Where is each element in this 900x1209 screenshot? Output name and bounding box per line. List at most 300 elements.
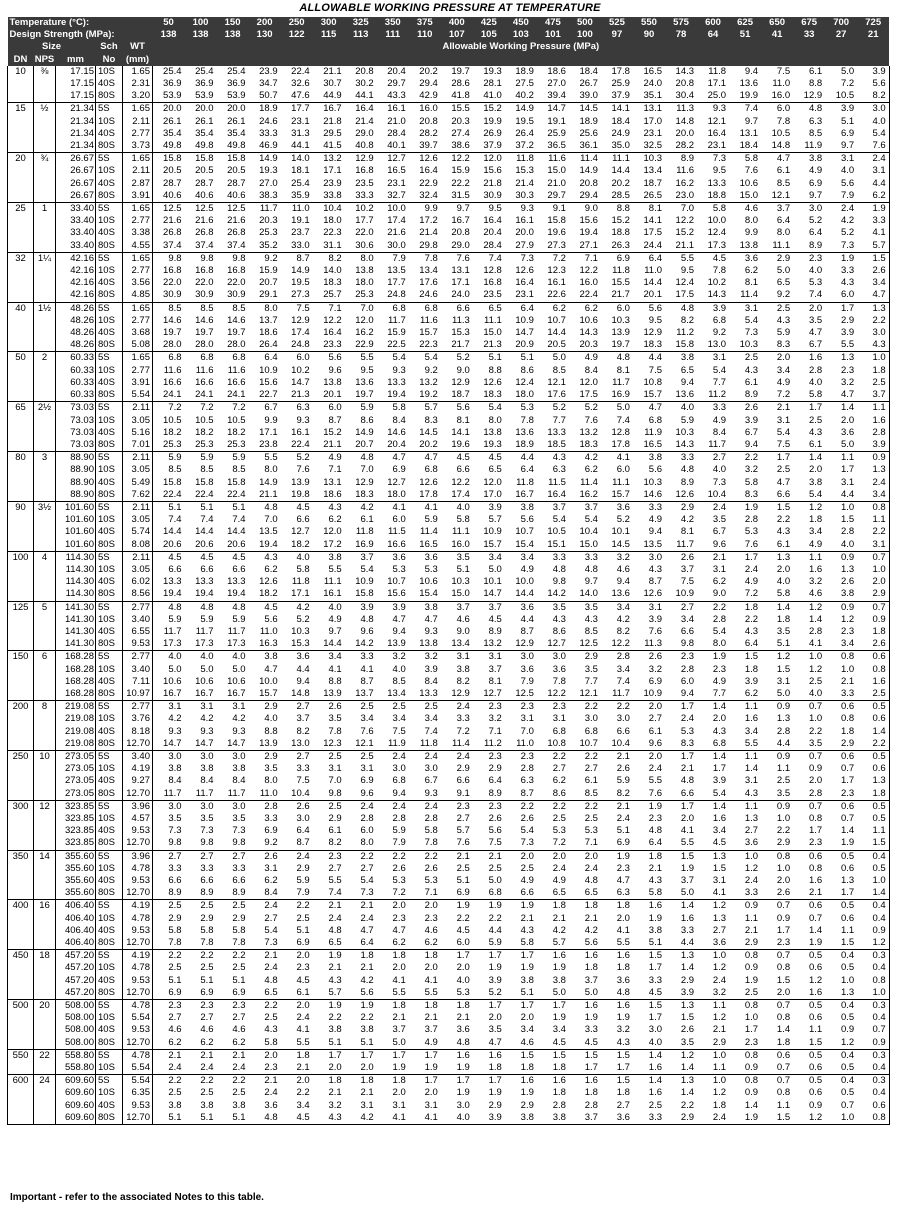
pressure-cell: 0.8 xyxy=(840,713,855,725)
schedule-cell: 40S xyxy=(96,676,123,688)
pressure-cell: 2.6 xyxy=(680,551,695,563)
pressure-cell: 5.3 xyxy=(424,875,438,887)
pressure-cell: 1.6 xyxy=(584,1000,598,1012)
pressure-cell: 2.5 xyxy=(857,688,889,701)
wall-thickness-cell: 2.11 xyxy=(123,501,153,514)
pressure-cell: 4.6 xyxy=(744,203,759,215)
od-cell: 60.33 xyxy=(70,352,94,364)
pressure-cell: 18.6 xyxy=(259,327,278,339)
pressure-cell: 20.7 xyxy=(259,277,278,289)
schedule-cell: 10S xyxy=(96,514,123,526)
pressure-cell: 1.9 xyxy=(793,937,825,950)
pressure-cell: 1.7 xyxy=(744,1024,759,1036)
pressure-cell: 19.3 xyxy=(259,165,278,177)
dn-cell: 250 xyxy=(8,750,34,800)
pressure-cell: 1.8 xyxy=(360,1075,374,1087)
strength-cell: 107 xyxy=(441,29,473,41)
pressure-cell: 2.9 xyxy=(168,912,182,924)
pressure-cell: 3.5 xyxy=(584,601,598,613)
pressure-cell: 3.1 xyxy=(552,713,566,725)
pressure-cell: 4.2 xyxy=(616,613,630,625)
pressure-cell: 23.1 xyxy=(291,115,310,127)
pressure-cell: 38.6 xyxy=(441,140,473,153)
pressure-cell: 16.9 xyxy=(345,539,377,552)
pressure-cell: 22.4 xyxy=(185,489,217,502)
pressure-cell: 13.0 xyxy=(697,339,729,352)
pressure-cell: 1.9 xyxy=(377,1062,409,1075)
pressure-cell: 1.0 xyxy=(825,1112,857,1125)
nps-cell: 6 xyxy=(34,651,56,701)
pressure-cell: 1.1 xyxy=(857,402,889,415)
pressure-cell: 3.8 xyxy=(520,501,534,513)
pressure-cell: 1.4 xyxy=(712,800,727,812)
pressure-cell: 9.3 xyxy=(409,788,441,801)
pressure-cell: 15.7 xyxy=(601,489,633,502)
pressure-cell: 10.4 xyxy=(579,526,598,538)
pressure-cell: 3.9 xyxy=(744,675,759,687)
od-cell: 73.03 xyxy=(70,426,94,438)
dn-cell: 550 xyxy=(8,1049,34,1074)
pressure-cell: 36.1 xyxy=(569,140,601,153)
pressure-cell: 2.0 xyxy=(840,414,855,426)
pressure-cell: 1.9 xyxy=(648,912,662,924)
pressure-cell: 3.0 xyxy=(168,750,182,762)
pressure-cell: 11.7 xyxy=(387,314,406,326)
pressure-cell: 25.4 xyxy=(163,65,182,77)
pressure-cell: 7.4 xyxy=(488,252,502,264)
pressure-cell: 2.1 xyxy=(712,551,727,563)
pressure-cell: 25.4 xyxy=(227,65,246,77)
pressure-cell: 4.0 xyxy=(633,1037,665,1050)
table-row xyxy=(8,651,890,664)
pressure-cell: 5.3 xyxy=(441,987,473,1000)
pressure-cell: 2.1 xyxy=(392,1012,406,1024)
pressure-cell: 3.4 xyxy=(857,489,889,502)
pressure-cell: 6.6 xyxy=(168,563,182,575)
pressure-cell: 4.8 xyxy=(552,563,566,575)
pressure-cell: 15.6 xyxy=(259,376,278,388)
pressure-cell: 29.1 xyxy=(249,289,281,302)
pressure-cell: 17.1 xyxy=(451,277,470,289)
pressure-cell: 19.7 xyxy=(163,327,182,339)
pressure-cell: 1.6 xyxy=(552,950,566,962)
pressure-cell: 25.3 xyxy=(259,227,278,239)
pressure-cell: 4.1 xyxy=(392,974,406,986)
pressure-cell: 10.9 xyxy=(355,576,374,588)
pressure-cell: 2.5 xyxy=(488,862,502,874)
pressure-cell: 3.8 xyxy=(168,1099,182,1111)
pressure-cell: 0.6 xyxy=(840,800,855,812)
pressure-cell: 3.1 xyxy=(712,352,727,364)
wall-thickness-cell: 2.77 xyxy=(123,651,153,664)
pressure-cell: 1.6 xyxy=(456,1049,470,1061)
temperature-cell: 300 xyxy=(313,17,345,29)
pressure-cell: 5.5 xyxy=(328,875,342,887)
pressure-cell: 5.1 xyxy=(232,974,246,986)
pressure-cell: 4.1 xyxy=(392,501,406,513)
pressure-cell: 3.6 xyxy=(264,1099,278,1111)
pressure-cell: 2.7 xyxy=(200,850,214,862)
pressure-cell: 12.2 xyxy=(601,638,633,651)
wall-thickness-cell: 1.65 xyxy=(123,203,153,216)
pressure-cell: 4.0 xyxy=(857,116,889,128)
pressure-cell: 16.9 xyxy=(601,389,633,402)
pressure-cell: 16.8 xyxy=(227,265,246,277)
pressure-cell: 0.8 xyxy=(776,1087,791,1099)
od-cell: 42.16 xyxy=(70,265,94,277)
temperature-cell: 650 xyxy=(761,17,793,29)
pressure-cell: 4.8 xyxy=(808,103,823,115)
pressure-cell: 6.4 xyxy=(808,227,823,239)
pressure-cell: 5.8 xyxy=(505,937,537,950)
nps-cell: 18 xyxy=(34,950,56,1000)
pressure-cell: 24.6 xyxy=(409,289,441,302)
pressure-cell: 6.8 xyxy=(232,352,246,364)
pressure-cell: 0.6 xyxy=(857,763,889,775)
pressure-cell: 2.1 xyxy=(264,950,278,962)
pressure-cell: 1.4 xyxy=(712,701,727,713)
pressure-cell: 6.9 xyxy=(153,987,185,1000)
pressure-cell: 17.3 xyxy=(217,638,249,651)
pressure-cell: 1.9 xyxy=(744,974,759,986)
pressure-cell: 13.5 xyxy=(387,265,406,277)
pressure-cell: 2.4 xyxy=(456,750,470,762)
pressure-cell: 7.2 xyxy=(537,837,569,850)
table-row xyxy=(8,1075,890,1088)
wall-thickness-cell: 4.57 xyxy=(123,813,153,825)
wall-thickness-cell: 5.74 xyxy=(123,526,153,538)
pressure-cell: 8.7 xyxy=(281,837,313,850)
pressure-cell: 4.8 xyxy=(264,974,278,986)
nps-cell: 22 xyxy=(34,1049,56,1074)
pressure-cell: 3.2 xyxy=(744,464,759,476)
table-row xyxy=(8,788,890,801)
pressure-cell: 7.2 xyxy=(761,389,793,402)
pressure-cell: 8.9 xyxy=(793,240,825,253)
pressure-cell: 23.9 xyxy=(259,65,278,77)
schedule-cell: 80S xyxy=(96,1037,123,1050)
pressure-cell: 2.9 xyxy=(264,750,278,762)
pressure-cell: 1.2 xyxy=(840,613,855,625)
pressure-cell: 35.9 xyxy=(281,190,313,203)
pressure-cell: 3.0 xyxy=(857,327,889,339)
pressure-cell: 1.0 xyxy=(857,352,889,365)
pressure-cell: 3.3 xyxy=(680,452,695,464)
pressure-cell: 4.5 xyxy=(537,1037,569,1050)
pressure-cell: 2.0 xyxy=(584,850,598,862)
pressure-cell: 0.4 xyxy=(857,913,889,925)
pressure-cell: 1.0 xyxy=(857,875,889,887)
pressure-cell: 0.8 xyxy=(744,1000,759,1012)
pressure-cell: 2.2 xyxy=(584,701,598,713)
pressure-cell: 0.3 xyxy=(857,1075,889,1088)
pressure-cell: 6.1 xyxy=(761,539,793,552)
schedule-cell: 80S xyxy=(96,489,123,502)
pressure-cell: 1.4 xyxy=(776,601,791,613)
pressure-cell: 1.6 xyxy=(744,713,759,725)
schedule-cell: 80S xyxy=(96,887,123,900)
nps-cell: 4 xyxy=(34,551,56,601)
pressure-cell: 41.0 xyxy=(473,90,505,103)
pressure-cell: 19.7 xyxy=(601,339,633,352)
pressure-cell: 2.0 xyxy=(680,813,695,824)
pressure-cell: 10.0 xyxy=(707,215,727,227)
pressure-cell: 8.4 xyxy=(712,426,727,438)
wall-thickness-cell: 5.54 xyxy=(123,389,153,402)
pressure-cell: 4.3 xyxy=(584,613,598,625)
pressure-cell: 9.6 xyxy=(633,738,665,751)
table-row xyxy=(8,925,890,937)
pressure-cell: 3.0 xyxy=(392,763,406,775)
pressure-cell: 4.0 xyxy=(200,651,214,663)
pressure-cell: 11.8 xyxy=(291,576,310,588)
pressure-cell: 5.9 xyxy=(680,414,695,426)
pressure-cell: 1.1 xyxy=(808,551,823,563)
pressure-cell: 1.0 xyxy=(840,501,855,513)
pressure-cell: 28.7 xyxy=(195,177,214,189)
pressure-cell: 8.0 xyxy=(744,215,759,227)
pressure-cell: 1.5 xyxy=(648,1000,662,1012)
table-row xyxy=(8,676,890,688)
schedule-cell: 10S xyxy=(96,315,123,327)
pressure-cell: 2.9 xyxy=(825,738,857,751)
pressure-cell: 11.8 xyxy=(708,65,727,77)
pressure-cell: 7.2 xyxy=(840,78,855,90)
pressure-cell: 10.3 xyxy=(643,476,662,488)
pressure-cell: 16.4 xyxy=(419,165,438,177)
od-cell: 273.05 xyxy=(64,750,94,762)
schedule-cell: 10S xyxy=(96,1012,123,1024)
pressure-cell: 1.8 xyxy=(392,1000,406,1012)
pressure-cell: 3.9 xyxy=(840,103,855,115)
pressure-cell: 5.8 xyxy=(793,389,825,402)
pressure-cell: 16.4 xyxy=(483,215,502,227)
pressure-cell: 1.5 xyxy=(840,514,855,526)
pressure-cell: 5.1 xyxy=(313,1037,345,1050)
pressure-cell: 26.1 xyxy=(195,115,214,127)
pressure-cell: 3.2 xyxy=(424,651,438,663)
table-row xyxy=(8,526,890,538)
pressure-cell: 2.7 xyxy=(712,452,727,464)
pressure-cell: 6.9 xyxy=(616,252,630,264)
strength-cell: 78 xyxy=(665,29,697,41)
pressure-cell: 5.6 xyxy=(328,352,342,364)
pressure-cell: 4.8 xyxy=(680,302,695,314)
pressure-cell: 10.4 xyxy=(601,738,633,751)
pressure-cell: 17.4 xyxy=(387,215,406,227)
pressure-cell: 7.4 xyxy=(616,675,630,687)
pressure-cell: 35.4 xyxy=(195,127,214,139)
pressure-cell: 3.6 xyxy=(520,601,534,613)
pressure-cell: 18.9 xyxy=(579,115,598,127)
pressure-cell: 1.0 xyxy=(840,663,855,675)
od-cell: 42.16 xyxy=(70,252,94,264)
table-row xyxy=(8,875,890,887)
pressure-cell: 2.5 xyxy=(776,464,791,476)
pressure-cell: 15.8 xyxy=(163,476,182,488)
pressure-cell: 5.0 xyxy=(825,439,857,452)
pressure-cell: 5.6 xyxy=(520,514,534,526)
pressure-cell: 2.1 xyxy=(281,1062,313,1075)
pressure-cell: 1.7 xyxy=(520,950,534,962)
pressure-cell: 1.4 xyxy=(665,1062,697,1075)
pressure-cell: 12.2 xyxy=(675,215,695,227)
wall-thickness-cell: 6.35 xyxy=(123,1087,153,1099)
table-row xyxy=(8,588,890,601)
pressure-cell: 1.3 xyxy=(857,775,889,787)
pressure-cell: 5.1 xyxy=(217,1112,249,1125)
pressure-cell: 10.1 xyxy=(483,576,502,588)
table-row xyxy=(8,763,890,775)
pressure-cell: 2.1 xyxy=(616,750,630,762)
pressure-cell: 2.5 xyxy=(360,701,374,713)
pressure-cell: 9.8 xyxy=(168,252,182,264)
pressure-cell: 4.9 xyxy=(808,165,823,177)
pressure-cell: 3.3 xyxy=(633,1112,665,1125)
pressure-cell: 15.9 xyxy=(387,327,406,339)
pressure-cell: 8.0 xyxy=(345,837,377,850)
pressure-cell: 19.7 xyxy=(345,389,377,402)
pressure-cell: 13.6 xyxy=(665,389,697,402)
pressure-cell: 1.8 xyxy=(840,725,855,737)
pressure-cell: 6.3 xyxy=(296,402,310,414)
pressure-cell: 8.4 xyxy=(200,775,214,787)
pressure-cell: 3.6 xyxy=(296,651,310,663)
pressure-cell: 0.6 xyxy=(840,912,855,924)
pressure-cell: 5.2 xyxy=(296,613,310,625)
pressure-cell: 4.6 xyxy=(168,1024,182,1036)
pressure-cell: 3.8 xyxy=(200,1099,214,1111)
pressure-cell: 1.8 xyxy=(552,1087,566,1099)
pressure-cell: 12.7 xyxy=(291,526,310,538)
pressure-cell: 20.7 xyxy=(345,439,377,452)
pressure-cell: 15.5 xyxy=(611,277,630,289)
pressure-cell: 2.1 xyxy=(680,763,695,775)
pressure-cell: 13.3 xyxy=(409,688,441,701)
pressure-cell: 3.7 xyxy=(392,1024,406,1036)
pressure-cell: 0.9 xyxy=(776,701,791,713)
pressure-cell: 12.9 xyxy=(793,90,825,103)
pressure-cell: 3.4 xyxy=(776,364,791,376)
pressure-cell: 24.1 xyxy=(153,389,185,402)
pressure-cell: 19.4 xyxy=(217,588,249,601)
pressure-cell: 1.5 xyxy=(825,937,857,950)
pressure-cell: 2.5 xyxy=(520,862,534,874)
pressure-cell: 12.4 xyxy=(707,227,727,239)
pressure-cell: 4.1 xyxy=(409,1112,441,1125)
pressure-cell: 0.7 xyxy=(776,1075,791,1087)
temperature-cell: 450 xyxy=(505,17,537,29)
pressure-cell: 20.3 xyxy=(569,339,601,352)
pressure-cell: 7.6 xyxy=(729,539,761,552)
pressure-cell: 2.0 xyxy=(808,302,823,314)
table-row xyxy=(8,215,890,227)
pressure-cell: 2.1 xyxy=(360,1087,374,1099)
pressure-cell: 4.5 xyxy=(712,252,727,264)
pressure-cell: 8.4 xyxy=(168,775,182,787)
pressure-cell: 22.9 xyxy=(345,339,377,352)
pressure-cell: 1.5 xyxy=(776,501,791,513)
pressure-cell: 9.4 xyxy=(744,65,759,77)
pressure-cell: 3.2 xyxy=(648,663,662,675)
pressure-cell: 13.5 xyxy=(259,526,278,538)
pressure-cell: 2.7 xyxy=(232,850,246,862)
pressure-cell: 20.3 xyxy=(451,115,470,127)
pressure-cell: 3.5 xyxy=(793,738,825,751)
pressure-cell: 1.0 xyxy=(776,813,791,824)
pressure-cell: 4.6 xyxy=(232,1024,246,1036)
pressure-cell: 35.4 xyxy=(163,127,182,139)
pressure-cell: 32.4 xyxy=(409,190,441,203)
wall-thickness-cell: 12.70 xyxy=(123,937,153,950)
pressure-cell: 33.3 xyxy=(259,127,278,139)
od-cell: 558.80 xyxy=(64,1049,94,1061)
pressure-cell: 0.5 xyxy=(840,962,855,974)
pressure-cell: 1.3 xyxy=(712,912,727,924)
pressure-cell: 6.1 xyxy=(776,165,791,177)
pressure-cell: 4.0 xyxy=(441,1112,473,1125)
pressure-cell: 6.4 xyxy=(648,252,662,264)
pressure-cell: 1.5 xyxy=(761,1112,793,1125)
pressure-cell: 15.3 xyxy=(281,638,313,651)
dn-cell: 100 xyxy=(8,551,34,601)
pressure-cell: 3.6 xyxy=(520,663,534,675)
pressure-cell: 14.4 xyxy=(643,277,662,289)
pressure-cell: 5.4 xyxy=(712,364,727,376)
pressure-cell: 19.9 xyxy=(483,115,502,127)
pressure-cell: 8.8 xyxy=(264,725,278,737)
pressure-cell: 1.5 xyxy=(680,850,695,862)
pressure-cell: 7.6 xyxy=(648,625,662,637)
pressure-cell: 21.8 xyxy=(483,177,502,189)
pressure-cell: 5.1 xyxy=(185,1112,217,1125)
od-cell: 168.28 xyxy=(64,663,94,675)
pressure-cell: 3.3 xyxy=(729,887,761,900)
pressure-cell: 5.0 xyxy=(569,987,601,1000)
pressure-cell: 1.4 xyxy=(680,962,695,974)
pressure-cell: 13.2 xyxy=(419,376,438,388)
pressure-cell: 1.8 xyxy=(552,900,566,912)
pressure-cell: 21.6 xyxy=(227,215,246,227)
pressure-cell: 0.9 xyxy=(857,925,889,937)
table-row xyxy=(8,614,890,626)
pressure-cell: 2.3 xyxy=(680,651,695,663)
pressure-cell: 5.6 xyxy=(569,937,601,950)
schedule-cell: 40S xyxy=(96,227,123,239)
pressure-cell: 5.0 xyxy=(232,663,246,675)
temperature-cell: 425 xyxy=(473,17,505,29)
pressure-cell: 20.0 xyxy=(675,127,695,139)
pressure-cell: 13.4 xyxy=(441,638,473,651)
pressure-cell: 5.8 xyxy=(744,153,759,165)
pressure-cell: 3.8 xyxy=(328,1024,342,1036)
table-row xyxy=(8,265,890,277)
pressure-cell: 8.9 xyxy=(473,788,505,801)
pressure-cell: 6.6 xyxy=(200,875,214,887)
wall-thickness-cell: 12.70 xyxy=(123,837,153,850)
strength-cell: 101 xyxy=(537,29,569,41)
pressure-cell: 7.3 xyxy=(200,825,214,837)
pressure-cell: 10.9 xyxy=(259,364,278,376)
pressure-cell: 11.9 xyxy=(377,738,409,751)
pressure-cell: 4.5 xyxy=(488,613,502,625)
pressure-cell: 4.9 xyxy=(793,539,825,552)
pressure-cell: 5.0 xyxy=(377,1037,409,1050)
pressure-cell: 2.1 xyxy=(776,402,791,414)
od-cell: 508.00 xyxy=(64,1000,94,1012)
pressure-cell: 3.0 xyxy=(168,800,182,812)
pressure-cell: 3.8 xyxy=(232,763,246,775)
